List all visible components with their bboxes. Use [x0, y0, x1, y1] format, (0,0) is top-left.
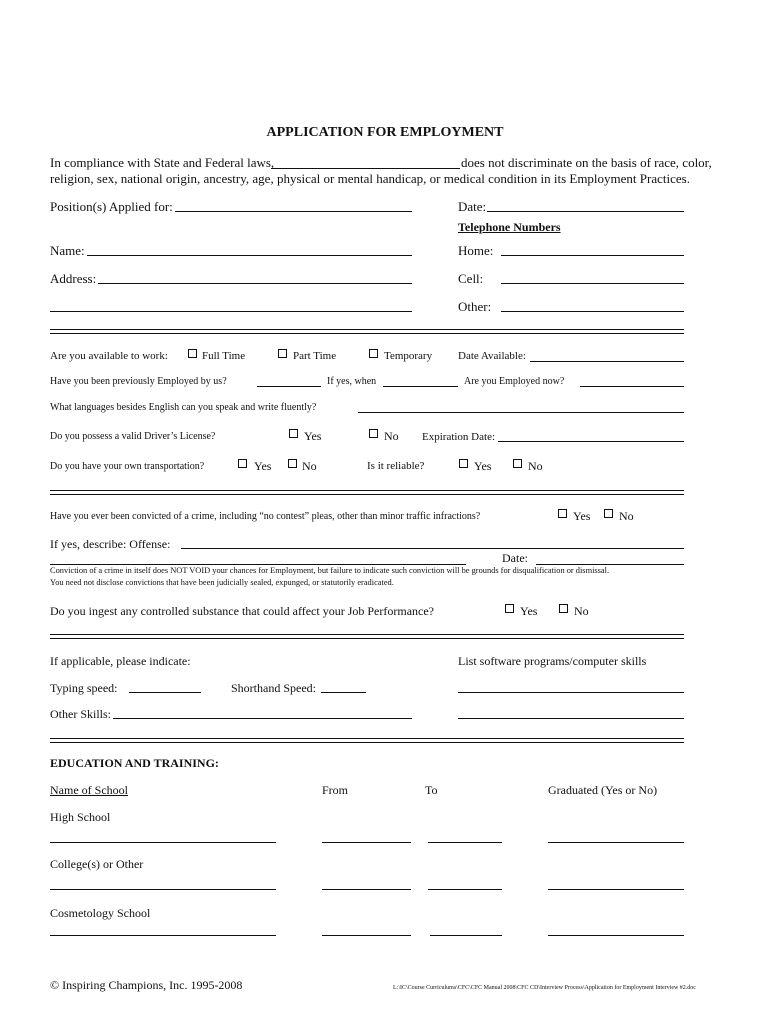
conviction-question: Have you ever been convicted of a crime, including “no contest” pleas, other than minor traffic infractions? [50, 511, 481, 522]
cosmetology-name-field[interactable] [50, 935, 276, 936]
if-yes-when-label: If yes, when [327, 376, 377, 387]
address-field[interactable] [98, 283, 412, 284]
transport-no-checkbox[interactable] [288, 459, 297, 468]
date-available-label: Date Available: [458, 350, 526, 362]
employed-now-field[interactable] [580, 386, 684, 387]
cosmetology-from-field[interactable] [322, 935, 411, 936]
conviction-yes-checkbox[interactable] [558, 509, 567, 518]
home-label: Home: [458, 243, 494, 258]
offense-date-label: Date: [502, 551, 528, 565]
prev-employed-question: Have you been previously Employed by us? [50, 376, 227, 387]
transportation-question: Do you have your own transportation? [50, 461, 205, 472]
reliable-no-label: No [528, 459, 543, 473]
other-skills-field[interactable] [113, 718, 412, 719]
part-time-checkbox[interactable] [278, 349, 287, 358]
college-name-field[interactable] [50, 889, 276, 890]
address-label: Address: [50, 271, 97, 286]
date-available-field[interactable] [530, 361, 684, 362]
shorthand-label: Shorthand Speed: [231, 681, 316, 695]
offense-date-field[interactable] [536, 564, 684, 565]
typing-label: Typing speed: [50, 681, 118, 695]
reliable-question: Is it reliable? [367, 460, 425, 472]
offense-field-line2[interactable] [50, 564, 466, 565]
cell-label: Cell: [458, 271, 484, 286]
conviction-yes-label: Yes [573, 509, 591, 523]
reliable-no-checkbox[interactable] [513, 459, 522, 468]
full-time-checkbox[interactable] [188, 349, 197, 358]
shorthand-field[interactable] [321, 692, 366, 693]
other-skills-label: Other Skills: [50, 707, 112, 721]
temporary-checkbox[interactable] [369, 349, 378, 358]
other-label: Other: [458, 299, 492, 314]
file-path-text: L:\IC\Course Curriculums\CFC\CFC Manual 2008\CFC CD\Interview Process\Application for Employment Interview #2.doc [393, 985, 696, 991]
intro-text-b: does not discriminate on the basis of race, color, [461, 155, 712, 170]
languages-question: What languages besides English can you speak and write fluently? [50, 402, 317, 413]
when-field[interactable] [383, 386, 458, 387]
copyright-text: © Inspiring Champions, Inc. 1995-2008 [50, 978, 243, 992]
college-graduated-field[interactable] [548, 889, 684, 890]
cosmetology-graduated-field[interactable] [548, 935, 684, 936]
software-field-2[interactable] [458, 718, 684, 719]
transport-yes-label: Yes [254, 459, 272, 473]
substance-no-label: No [574, 604, 589, 618]
col-graduated-header: Graduated (Yes or No) [548, 783, 658, 797]
part-time-label: Part Time [293, 350, 337, 362]
conviction-no-checkbox[interactable] [604, 509, 613, 518]
name-field[interactable] [87, 255, 412, 256]
substance-yes-label: Yes [520, 604, 538, 618]
conviction-note-2: You need not disclose convictions that have been judicially sealed, expunged, or statutorily eradicated. [50, 578, 394, 587]
license-no-label: No [384, 429, 399, 443]
reliable-yes-checkbox[interactable] [459, 459, 468, 468]
license-yes-label: Yes [304, 429, 322, 443]
education-row-label: Cosmetology School [50, 906, 151, 920]
transport-yes-checkbox[interactable] [238, 459, 247, 468]
offense-label: If yes, describe: Offense: [50, 537, 171, 551]
positions-field[interactable] [175, 211, 412, 212]
education-row-label: High School [50, 810, 111, 824]
col-school-header: Name of School [50, 783, 128, 797]
section-divider [50, 329, 684, 334]
section-divider [50, 738, 684, 743]
software-field-1[interactable] [458, 692, 684, 693]
col-from-header: From [322, 783, 349, 797]
high-school-graduated-field[interactable] [548, 842, 684, 843]
substance-question: Do you ingest any controlled substance that could affect your Job Performance? [50, 604, 434, 618]
languages-field[interactable] [358, 412, 684, 413]
transport-no-label: No [302, 459, 317, 473]
education-row-label: College(s) or Other [50, 857, 144, 871]
section-divider [50, 634, 684, 639]
cosmetology-to-field[interactable] [430, 935, 502, 936]
available-question: Are you available to work: [50, 350, 168, 362]
address-field-line2[interactable] [50, 311, 412, 312]
name-label: Name: [50, 243, 85, 258]
conviction-note-1: Conviction of a crime in itself does NOT VOID your chances for Employment, but failure to indicate such conviction will be grounds for disqualification or dismissal. [50, 566, 610, 575]
date-label: Date: [458, 199, 487, 214]
intro-text-a: In compliance with State and Federal laws, [50, 155, 275, 170]
substance-yes-checkbox[interactable] [505, 604, 514, 613]
intro-text-line2: religion, sex, national origin, ancestry, age, physical or mental handicap, or medical condition in its Employment Practices. [50, 171, 690, 186]
other-phone-field[interactable] [501, 311, 684, 312]
education-heading: EDUCATION AND TRAINING: [50, 756, 219, 770]
reliable-yes-label: Yes [474, 459, 492, 473]
high-school-to-field[interactable] [428, 842, 502, 843]
full-time-label: Full Time [202, 350, 246, 362]
page-title: APPLICATION FOR EMPLOYMENT [266, 125, 504, 140]
employed-now-question: Are you Employed now? [464, 376, 565, 387]
positions-label: Position(s) Applied for: [50, 199, 173, 214]
software-label: List software programs/computer skills [458, 654, 647, 668]
high-school-name-field[interactable] [50, 842, 276, 843]
offense-field[interactable] [181, 548, 684, 549]
cell-phone-field[interactable] [501, 283, 684, 284]
home-phone-field[interactable] [501, 255, 684, 256]
typing-field[interactable] [129, 692, 201, 693]
col-to-header: To [425, 783, 438, 797]
license-yes-checkbox[interactable] [289, 429, 298, 438]
company-name-field[interactable] [271, 168, 460, 169]
prev-employed-field[interactable] [257, 386, 321, 387]
expiration-label: Expiration Date: [422, 431, 496, 443]
temporary-label: Temporary [384, 350, 433, 362]
college-to-field[interactable] [428, 889, 502, 890]
telephone-heading: Telephone Numbers [458, 220, 561, 234]
college-from-field[interactable] [322, 889, 411, 890]
license-no-checkbox[interactable] [369, 429, 378, 438]
substance-no-checkbox[interactable] [559, 604, 568, 613]
drivers-license-question: Do you possess a valid Driver’s License? [50, 431, 216, 442]
date-field[interactable] [487, 211, 684, 212]
high-school-from-field[interactable] [322, 842, 411, 843]
expiration-field[interactable] [498, 441, 684, 442]
conviction-no-label: No [619, 509, 634, 523]
if-applicable-label: If applicable, please indicate: [50, 654, 191, 668]
section-divider [50, 490, 684, 495]
